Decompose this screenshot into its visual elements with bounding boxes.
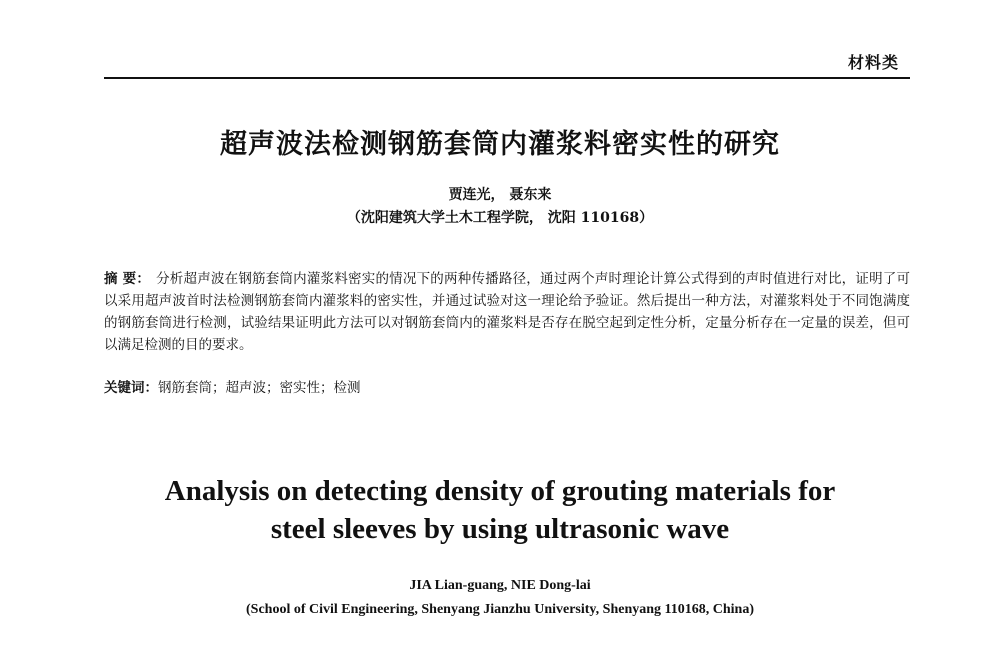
- affiliation-english: (School of Civil Engineering, Shenyang Jianzhu University, Shenyang 110168, China): [246, 602, 754, 617]
- header-rule: [104, 77, 910, 79]
- authors-chinese: 贾连光， 聂东来: [448, 187, 552, 203]
- title-english-line-1: Analysis on detecting density of grouting materials for: [164, 475, 836, 507]
- title-chinese: 超声波法检测钢筋套筒内灌浆料密实性的研究: [220, 129, 780, 160]
- keywords: [104, 377, 910, 399]
- abstract-text: 分析超声波在钢筋套筒内灌浆料密实的情况下的两种传播路径，通过两个声时理论计算公式得到的声时值进行对比，证明了可以采用超声波首时法检测钢筋套筒内灌浆料的密实性，并通过试验对这一理论给予验证。然后提出一种方法，对灌浆料处于不同饱满度的钢筋套筒进行检测，试验结果证明此方法可以对钢筋套筒内的灌浆料是否存在脱空起到定性分析，定量分析存在一定量的误差，但可以满足检测的目的要求。: [104, 271, 911, 353]
- title-english-line-2: steel sleeves by using ultrasonic wave: [270, 513, 730, 545]
- keywords-text: 钢筋套筒；超声波；密实性；检测: [158, 380, 361, 396]
- keywords-label: 关键词：: [104, 380, 158, 396]
- title-english: [0, 472, 1000, 548]
- affiliation-chinese: （沈阳建筑大学土木工程学院， 沈阳 110168）: [346, 210, 654, 226]
- journal-category: 材料类: [848, 53, 900, 72]
- authors-english: JIA Lian-guang, NIE Dong-lai: [409, 578, 591, 593]
- abstract: [104, 268, 910, 356]
- abstract-label: 摘 要：: [104, 271, 151, 287]
